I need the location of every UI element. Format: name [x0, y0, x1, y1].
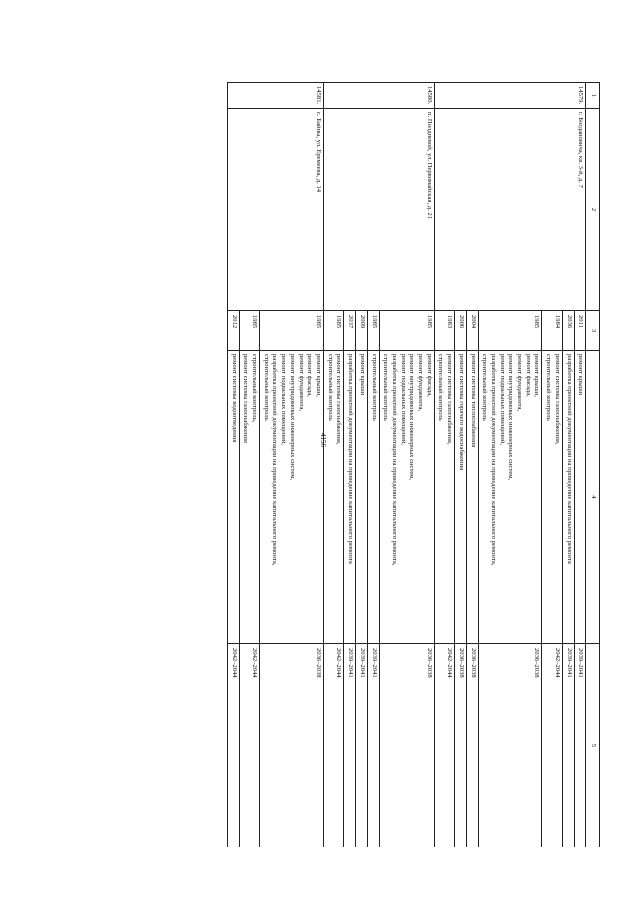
works-cell	[434, 351, 454, 644]
year-cell: 2037	[344, 311, 356, 351]
document-table-frame	[82, 82, 600, 847]
year-cell: 1985	[239, 311, 259, 351]
work-item: ремонт фасада,	[306, 354, 314, 397]
work-item: ремонт фасада,	[524, 354, 532, 397]
year-cell: 1985	[379, 311, 434, 351]
work-item: разработка проектной документации на проведение капитального ремонта	[565, 354, 573, 564]
work-item: ремонт системы водоотведения	[230, 354, 238, 443]
year-cell: 1983	[434, 311, 454, 351]
column-number: 5	[586, 644, 600, 848]
works-cell	[574, 351, 586, 644]
page-number: 4156	[319, 433, 327, 447]
work-item: разработка проектной документации на проведение капитального ремонта,	[489, 354, 497, 566]
term-cell: 2036–2038	[478, 644, 542, 848]
work-item: ремонт крыши	[577, 354, 585, 396]
year-cell: 2011	[574, 311, 586, 351]
work-item: ремонт подвальных помещений,	[280, 354, 288, 445]
work-item: ремонт фундамента,	[297, 354, 305, 412]
object-address: п. Полдневой, ул. Первомайская, д. 21	[324, 109, 435, 311]
term-cell: 2039–2041	[574, 644, 586, 848]
object-number: 14581.	[227, 83, 323, 109]
year-cell: 1985	[367, 311, 379, 351]
work-item: ремонт системы газоснабжения,	[335, 354, 343, 445]
work-item: разработка проектной документации на проведение капитального ремонта,	[390, 354, 398, 566]
work-item: ремонт фасада,	[425, 354, 433, 397]
term-cell: 2042–2044	[324, 644, 344, 848]
work-item: строительный контроль	[262, 354, 270, 421]
column-number-row	[586, 83, 600, 848]
term-cell: 2036–2038	[466, 644, 478, 848]
year-cell: 2012	[227, 311, 239, 351]
work-item: строительный контроль	[545, 354, 553, 421]
works-cell	[260, 351, 324, 644]
year-cell: 2009	[356, 311, 368, 351]
term-cell: 2042–2044	[434, 644, 454, 848]
object-address: г. Богдановича, кв. 3-й, д. 7	[434, 109, 586, 311]
work-item: ремонт системы горячего водоснабжения	[457, 354, 465, 471]
term-cell: 2039–2041	[344, 644, 356, 848]
table-body	[227, 83, 585, 848]
work-item: ремонт системы газоснабжения,	[446, 354, 454, 445]
year-cell: 1985	[260, 311, 324, 351]
year-cell: 1985	[324, 311, 344, 351]
year-cell: 1985	[478, 311, 542, 351]
work-item: ремонт внутридомовых инженерных систем,	[507, 354, 515, 481]
work-item: разработка проектной документации на проведение капитального ремонта,	[271, 354, 279, 566]
works-cell	[367, 351, 379, 644]
work-item: ремонт крыши	[358, 354, 366, 396]
works-cell	[466, 351, 478, 644]
year-cell: 2004	[466, 311, 478, 351]
term-cell: 2039–2041	[356, 644, 368, 848]
table-row	[260, 83, 324, 848]
works-cell	[344, 351, 356, 644]
repair-schedule-table	[227, 82, 600, 847]
work-item: ремонт внутридомовых инженерных систем,	[408, 354, 416, 481]
works-cell	[227, 351, 239, 644]
object-number: 14580.	[324, 83, 435, 109]
works-cell	[455, 351, 467, 644]
work-item: строительный контроль	[326, 354, 334, 421]
works-cell	[356, 351, 368, 644]
work-item: ремонт крыши,	[533, 354, 541, 397]
work-item: ремонт фундамента,	[417, 354, 425, 412]
work-item: строительный контроль	[437, 354, 445, 421]
works-cell	[542, 351, 562, 644]
term-cell: 2039–2041	[367, 644, 379, 848]
works-cell	[478, 351, 542, 644]
year-cell: 1984	[542, 311, 562, 351]
work-item: ремонт крыши,	[315, 354, 323, 397]
table-row	[379, 83, 434, 848]
term-cell: 2042–2044	[542, 644, 562, 848]
work-item: ремонт системы газоснабжения,	[553, 354, 561, 445]
year-cell: 2006	[455, 311, 467, 351]
work-item: строительный контроль	[481, 354, 489, 421]
term-cell: 2036–2038	[379, 644, 434, 848]
term-cell: 2036–2038	[260, 644, 324, 848]
year-cell: 2036	[562, 311, 574, 351]
work-item: ремонт внутридомовых инженерных систем,	[288, 354, 296, 481]
object-address: с. Байны, ул. Еремеева, д. 14	[227, 109, 323, 311]
work-item: строительный контроль	[370, 354, 378, 421]
work-item: ремонт подвальных помещений,	[399, 354, 407, 445]
work-item: ремонт фундамента,	[516, 354, 524, 412]
work-item: ремонт системы газоснабжения	[242, 354, 250, 443]
works-cell	[562, 351, 574, 644]
work-item: строительный контроль,	[251, 354, 259, 423]
table-row	[574, 83, 586, 848]
work-item: ремонт системы теплоснабжения	[469, 354, 477, 448]
term-cell: 2042–2044	[227, 644, 239, 848]
column-number: 2	[586, 109, 600, 311]
term-cell: 2039–2041	[562, 644, 574, 848]
term-cell: 2042–2044	[239, 644, 259, 848]
column-number: 1	[586, 83, 600, 109]
rotated-table-container	[82, 82, 600, 847]
work-item: строительный контроль	[382, 354, 390, 421]
column-number: 4	[586, 351, 600, 644]
work-item: ремонт подвальных помещений,	[498, 354, 506, 445]
column-number: 3	[586, 311, 600, 351]
work-item: разработка проектной документации на проведение капитального ремонта	[347, 354, 355, 564]
object-number: 14579.	[434, 83, 586, 109]
works-cell	[379, 351, 434, 644]
term-cell: 2036–2038	[455, 644, 467, 848]
works-cell	[239, 351, 259, 644]
works-cell	[324, 351, 344, 644]
